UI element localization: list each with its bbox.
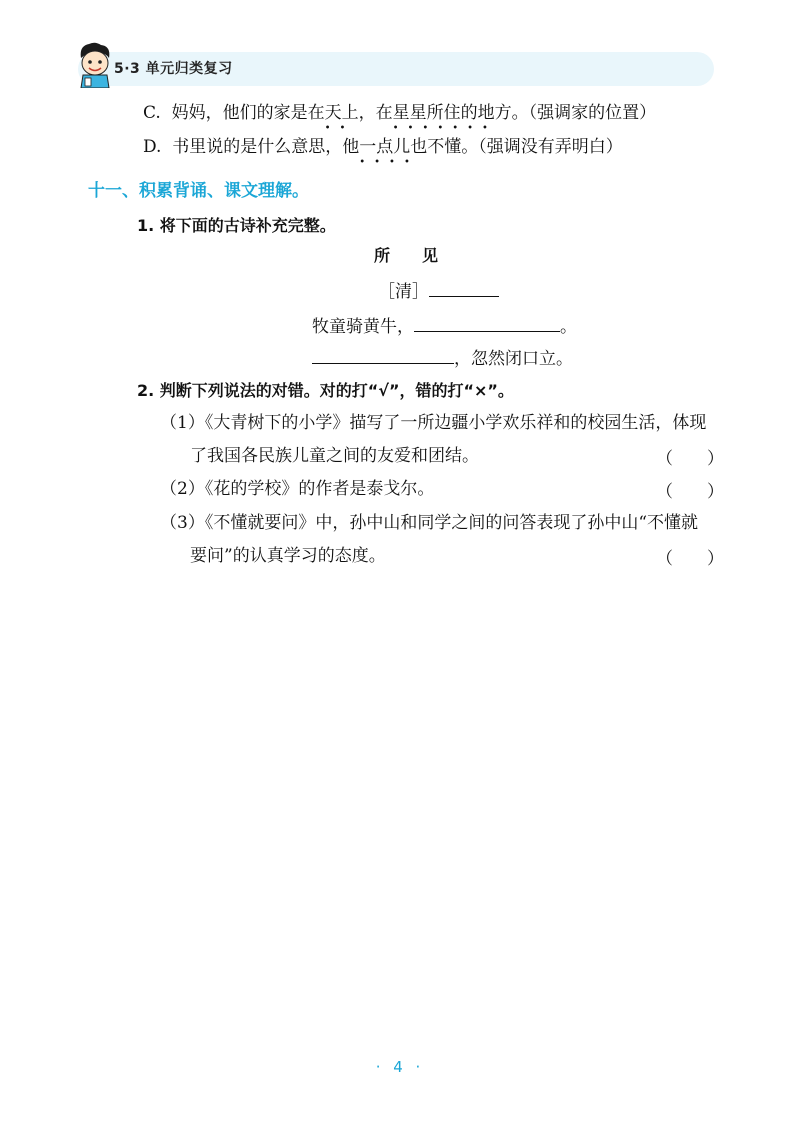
page-number: · 4 · (375, 1058, 425, 1076)
option-d-emph: 一点儿也 •••• (359, 137, 428, 168)
q2-item-3-answer-box[interactable]: （ ） (656, 549, 724, 569)
poem-line-1-blank[interactable] (414, 313, 560, 332)
poem-title: 所 见 (374, 246, 439, 265)
q2-item-1-answer-box[interactable]: （ ） (656, 449, 724, 469)
poem-dynasty: ［清］ (378, 282, 429, 302)
option-c-text-mid: ，在 (358, 103, 393, 123)
option-d-text-post: 不懂。（强调没有弄明白） (427, 137, 623, 157)
option-d-text-pre: 书里说的是什么意思，他 (172, 137, 360, 157)
q2-item-1-line-2: 了我国各民族儿童之间的友爱和团结。 (190, 446, 479, 466)
q1-label: 1. 将下面的古诗补充完整。 (137, 216, 336, 235)
q2-item-3-line-1: （3）《不懂就要问》中，孙中山和同学之间的问答表现了孙中山“不懂就 (160, 513, 699, 533)
boy-mascot-icon (75, 42, 115, 88)
poem-line-2 (312, 345, 573, 371)
header-title: 5·3 单元归类复习 (114, 61, 233, 77)
poem-line-1 (312, 313, 577, 339)
poem-line-1-end: 。 (560, 317, 577, 337)
option-c-text-post: 。（强调家的位置） (511, 103, 657, 123)
q2-label: 2. 判断下列说法的对错。对的打“√”，错的打“×”。 (137, 381, 514, 400)
q2-item-2-line-1: （2）《花的学校》的作者是泰戈尔。 (160, 479, 435, 499)
option-d-letter: D. (143, 137, 162, 157)
option-c-text-pre: 妈妈，他们的家是在 (171, 103, 325, 123)
author-blank[interactable] (429, 278, 499, 297)
option-c-letter: C. (143, 103, 161, 123)
q2-item-3-line-2: 要问”的认真学习的态度。 (190, 546, 386, 566)
poem-line-2-blank[interactable] (312, 345, 454, 364)
poem-author-line (378, 278, 499, 304)
option-c (143, 101, 657, 134)
option-c-emph2: 星星所住的地方 ••••••• (392, 103, 512, 134)
poem-line-2-end: ，忽然闭口立。 (454, 349, 573, 369)
poem-line-1-start: 牧童骑黄牛， (312, 317, 414, 337)
q2-item-1-line-1: （1）《大青树下的小学》描写了一所边疆小学欢乐祥和的校园生活，体现 (160, 413, 707, 433)
q2-item-2-answer-box[interactable]: （ ） (656, 482, 724, 502)
option-d (143, 135, 623, 168)
section-heading: 十一、积累背诵、课文理解。 (88, 181, 309, 201)
option-c-emph1: 天上 •• (324, 103, 359, 134)
